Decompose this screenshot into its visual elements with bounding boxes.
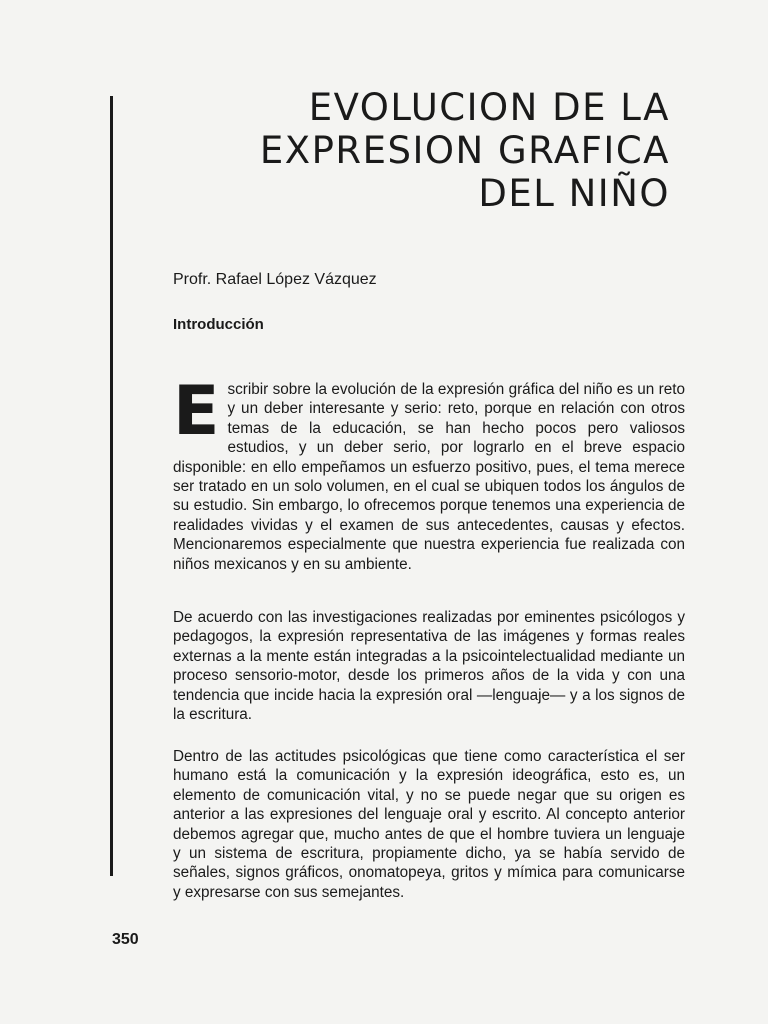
paragraph-2: De acuerdo con las investigaciones realizadas por eminentes psicólogos y pedagogos, la expresión representativa de las imágenes y formas reales externas a la mente están integradas a la psicointelectualidad mediante un proceso sensorio-motor, desde los primeros años de la vida y con una tendencia que incide hacia la expresión oral —lenguaje— y a los signos de la escritura. (173, 609, 685, 724)
paragraph-3: Dentro de las actitudes psicológicas que tiene como característica el ser humano está la comunicación y la expresión ideográfica, esto es, un elemento de comunicación vital, y no se puede negar que su origen es anterior a las expresiones del lenguaje oral y escrito. Al concepto anterior debemos agregar que, mucho antes de que el hombre tuviera un lenguaje y un sistema de escritura, propiamente dicho, ya se había servido de señales, signos gráficos, onomatopeya, gritos y mímica para comunicarse y expresarse con sus semejantes. (173, 748, 685, 901)
margin-rule (110, 96, 113, 876)
author-name: Profr. Rafael López Vázquez (173, 271, 377, 288)
drop-cap: E (173, 372, 220, 451)
article-title (260, 86, 670, 215)
page-number: 350 (112, 931, 139, 948)
paragraph-intro (173, 372, 685, 574)
paragraph-intro-text: scribir sobre la evolución de la expresión gráfica del niño es un reto y un deber interesante y serio: reto, porque en relación con otros temas de la educación, se han hecho pocos pero valiosos estudios, y un deber serio, por lograrlo en el breve espacio disponible: en ello empeñamos un esfuerzo positivo, pues, el tema merece ser tratado en un solo volumen, en el cual se ubiquen todos los ángulos de su estudio. Sin embargo, lo ofrecemos porque tenemos una experiencia de realidades vividas y el examen de sus antecedentes, causas y efectos. Mencionaremos especialmente que nuestra experiencia fue realizada con niños mexicanos y en su ambiente. (173, 381, 685, 573)
section-heading: Introducción (173, 316, 264, 333)
title-line-2: EXPRESION GRAFICA (259, 129, 670, 172)
title-line-3: DEL NIÑO (478, 172, 670, 215)
title-line-1: EVOLUCION DE LA (308, 86, 670, 129)
